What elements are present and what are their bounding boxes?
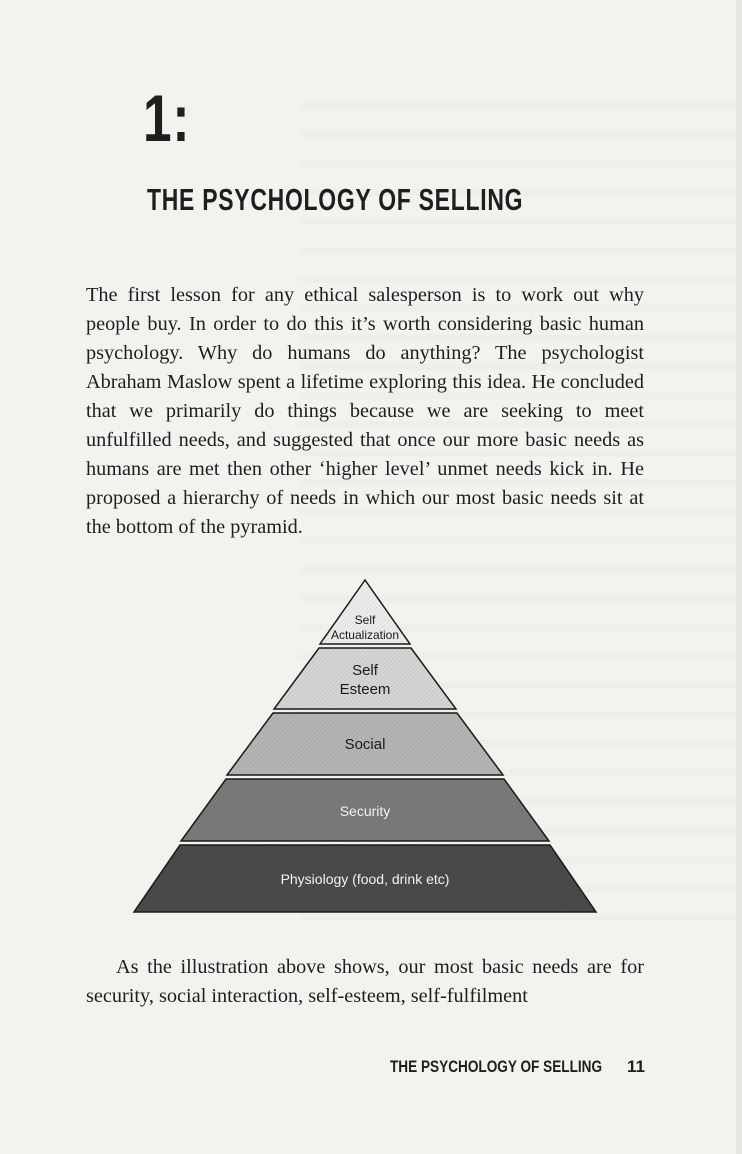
pyramid-label-self-line1: Self bbox=[354, 613, 376, 627]
pyramid-level-physiology bbox=[134, 845, 596, 912]
paragraph-illustration: As the illustration above shows, our most basic needs are for security, social interaction, self-esteem, self-fulfilment bbox=[86, 956, 644, 1007]
pyramid-level-self-actualization bbox=[320, 580, 410, 644]
maslow-pyramid-diagram bbox=[130, 578, 600, 918]
chapter-title: THE PSYCHOLOGY OF SELLING bbox=[147, 182, 524, 217]
pyramid-label-actualization: Actualization bbox=[330, 628, 400, 642]
pyramid-label-security: Security bbox=[339, 803, 391, 819]
page-number: 11 bbox=[627, 1057, 645, 1076]
chapter-number: 1: bbox=[143, 81, 191, 155]
page-edge bbox=[736, 0, 742, 1154]
pyramid-label-esteem: Esteem bbox=[339, 681, 391, 698]
pyramid-level-security bbox=[181, 779, 549, 841]
running-footer-title: THE PSYCHOLOGY OF SELLING bbox=[390, 1057, 603, 1076]
pyramid-label-physiology: Physiology (food, drink etc) bbox=[280, 871, 450, 887]
pyramid-level-self-esteem bbox=[274, 648, 456, 709]
pyramid-label-social: Social bbox=[344, 736, 386, 753]
pyramid-level-social bbox=[227, 713, 503, 775]
paragraph-intro: The first lesson for any ethical salesperson is to work out why people buy. In order to do this it’s worth considering basic human psychology. Why do humans do anything? The psychologist Abraham Maslow spent a lifetime exploring this idea. He concluded that we primarily do things because we are seeking to meet unfulfilled needs, and suggested that once our more basic needs as humans are met then other ‘higher level’ unmet needs kick in. He proposed a hierarchy of needs in which our most basic needs sit at the bottom of the pyramid. bbox=[86, 284, 644, 538]
pyramid-label-self-line2: Self bbox=[352, 662, 378, 679]
